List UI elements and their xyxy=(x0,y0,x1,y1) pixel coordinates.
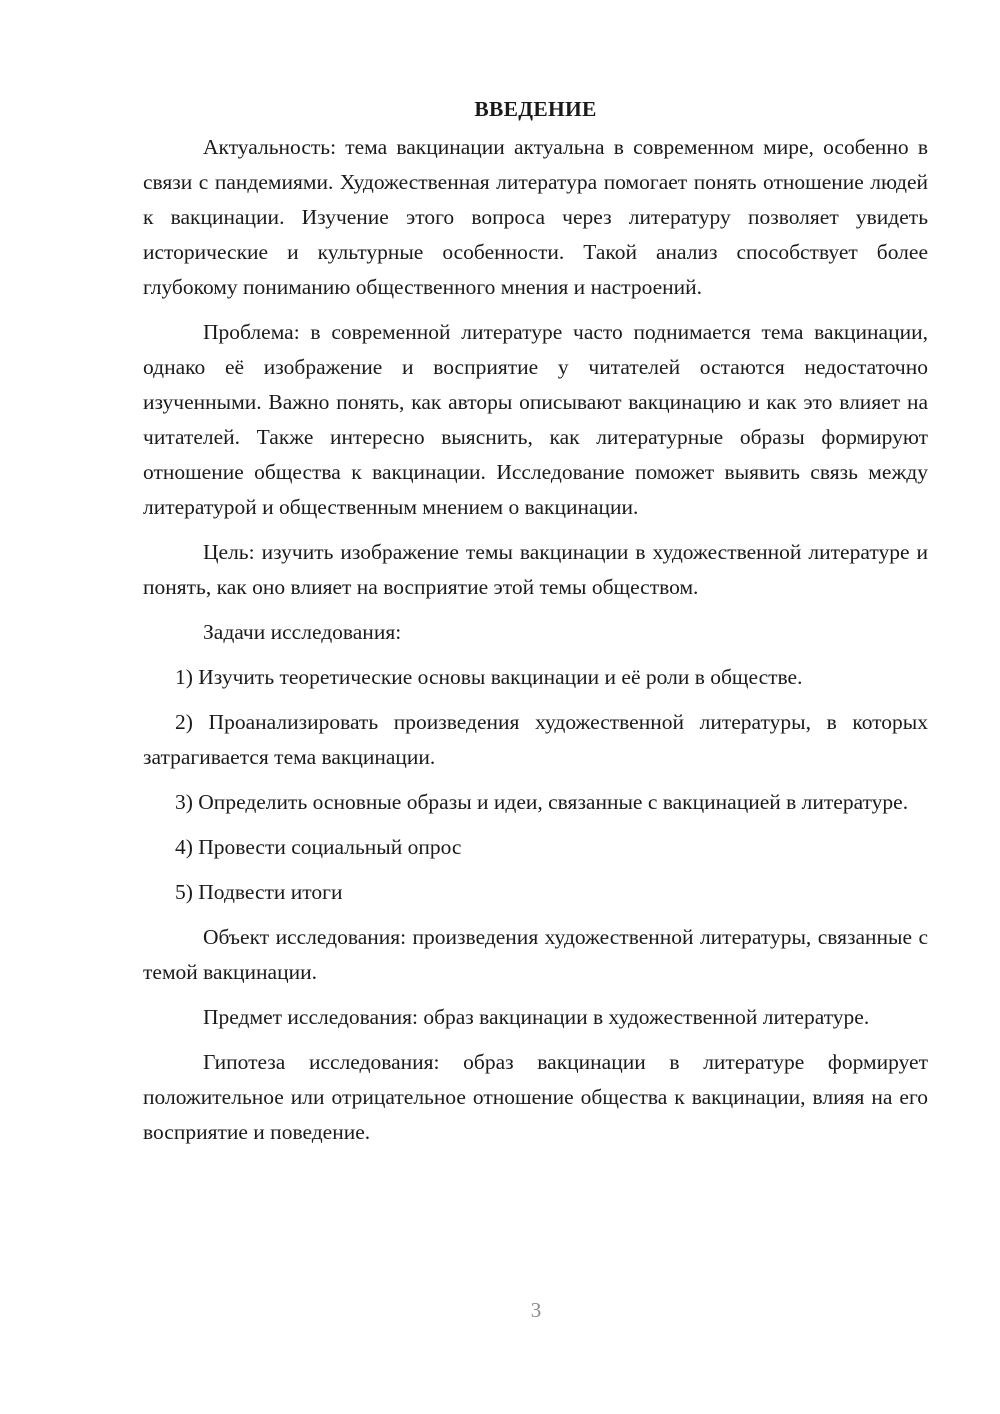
task-item-4: 4) Провести социальный опрос xyxy=(175,835,462,859)
page-number: 3 xyxy=(530,1298,542,1322)
task-item-3: 3) Определить основные образы и идеи, связанные с вакцинацией в литературе. xyxy=(175,790,909,814)
problem-paragraph: Проблема: в современной литературе часто поднимается тема вакцинации, однако её изображение и восприятие у читателей остаются недостаточно изученными. Важно понять, как авторы описывают вакцинацию и как это влияет на читателей. Также интересно выяснить, как литературные образы формируют отношение общества к вакцинации. Исследование поможет выявить связь между литературой и общественным мнением о вакцинации. xyxy=(143,320,928,519)
page-content xyxy=(143,92,928,1160)
subject-paragraph: Предмет исследования: образ вакцинации в художественной литературе. xyxy=(203,1005,870,1029)
object-paragraph: Объект исследования: произведения художественной литературы, связанные с темой вакцинации. xyxy=(143,925,928,984)
task-item-2: 2) Проанализировать произведения художественной литературы, в которых затрагивается тема вакцинации. xyxy=(143,710,928,769)
task-item-1: 1) Изучить теоретические основы вакцинации и её роли в обществе. xyxy=(175,665,803,689)
tasks-heading: Задачи исследования: xyxy=(203,620,402,644)
section-title: ВВЕДЕНИЕ xyxy=(474,97,597,121)
task-item-5: 5) Подвести итоги xyxy=(175,880,343,904)
hypothesis-paragraph: Гипотеза исследования: образ вакцинации в литературе формирует положительное или отрицательное отношение общества к вакцинации, влияя на его восприятие и поведение. xyxy=(143,1050,928,1144)
goal-paragraph: Цель: изучить изображение темы вакцинации в художественной литературе и понять, как оно влияет на восприятие этой темы обществом. xyxy=(143,540,928,599)
relevance-paragraph: Актуальность: тема вакцинации актуальна в современном мире, особенно в связи с пандемиями. Художественная литература помогает понять отношение людей к вакцинации. Изучение этого вопроса через литературу позволяет увидеть исторические и культурные особенности. Такой анализ способствует более глубокому пониманию общественного мнения и настроений. xyxy=(143,135,928,299)
